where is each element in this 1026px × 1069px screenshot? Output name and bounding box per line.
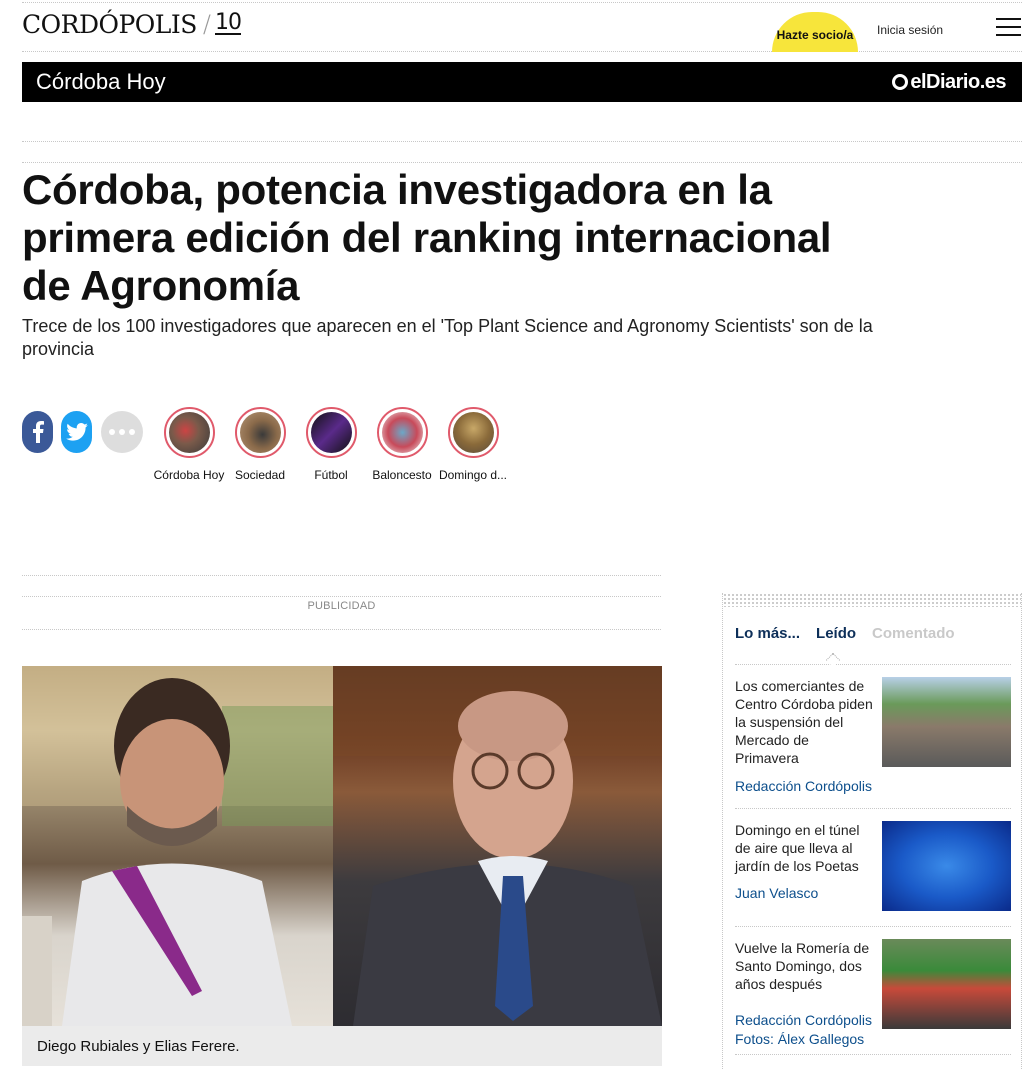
item-author[interactable]: Redacción Cordópolis: [735, 778, 872, 794]
logo-anniversary: 10: [215, 10, 242, 35]
tab-leido[interactable]: Leído: [816, 625, 857, 642]
story-sociedad[interactable]: [224, 407, 296, 482]
more-share-button[interactable]: [101, 411, 143, 453]
person-illustration: [333, 666, 662, 1026]
most-read-widget: [722, 593, 1022, 1069]
logo-wordmark: CORDÓPOLIS: [22, 9, 197, 39]
item-title[interactable]: Los comerciantes de Centro Córdoba piden la suspensión del Mercado de Primavera: [735, 678, 873, 766]
section-title[interactable]: Córdoba Hoy: [36, 69, 166, 94]
site-logo[interactable]: [22, 10, 241, 38]
tab-lo-mas[interactable]: Lo más...: [735, 625, 801, 642]
login-link[interactable]: Inicia sesión: [877, 23, 944, 37]
top-divider: [22, 2, 1022, 3]
eldiario-logo[interactable]: [892, 71, 1006, 94]
story-cordoba-hoy[interactable]: [153, 407, 225, 482]
twitter-share-button[interactable]: [61, 411, 92, 453]
story-thumbnail: [382, 412, 423, 453]
eldiario-ring-icon: [892, 74, 908, 90]
eldiario-wordmark: elDiario.es: [910, 70, 1006, 93]
ad-label: PUBLICIDAD: [307, 600, 376, 612]
photo-person-right: [333, 666, 662, 1026]
tab-comentado[interactable]: Comentado: [872, 625, 955, 642]
section-divider-2: [22, 162, 1022, 163]
item-divider: [735, 926, 1011, 927]
section-bar: [22, 62, 1022, 102]
story-futbol[interactable]: [295, 407, 367, 482]
item-photo-credit[interactable]: Fotos: Álex Gallegos: [735, 1031, 865, 1047]
story-thumbnail: [453, 412, 494, 453]
item-thumbnail[interactable]: [882, 677, 1011, 767]
ad-divider-top: [22, 575, 661, 576]
photo-person-left: [22, 666, 333, 1026]
story-label: Córdoba Hoy: [153, 468, 225, 482]
story-domingo[interactable]: [437, 407, 509, 482]
article-headline: Córdoba, potencia investigadora en la primera edición del ranking internacional de Agronomía: [22, 166, 832, 309]
section-divider-1: [22, 141, 1022, 142]
ad-divider-mid: [22, 596, 661, 597]
story-label: Sociedad: [234, 468, 286, 482]
story-thumbnail: [311, 412, 352, 453]
person-illustration: [22, 666, 333, 1026]
tabs-divider: [735, 664, 1011, 665]
photo-caption: Diego Rubiales y Elias Ferere.: [22, 1026, 662, 1066]
most-read-tabs: [735, 625, 971, 642]
item-title[interactable]: Domingo en el túnel de aire que lleva al jardín de los Poetas: [735, 822, 860, 874]
item-divider: [735, 808, 1011, 809]
dot-icon: [129, 429, 135, 435]
item-title[interactable]: Vuelve la Romería de Santo Domingo, dos años después: [735, 940, 870, 992]
item-thumbnail[interactable]: [882, 821, 1011, 911]
story-label: Domingo d...: [438, 468, 508, 482]
item-author[interactable]: Redacción Cordópolis: [735, 1012, 872, 1028]
item-divider: [735, 1054, 1011, 1055]
item-thumbnail[interactable]: [882, 939, 1011, 1029]
hamburger-menu-icon[interactable]: [996, 18, 1021, 36]
story-label: Baloncesto: [372, 468, 432, 482]
story-thumbnail: [240, 412, 281, 453]
widget-top-pattern: [723, 593, 1021, 607]
dot-icon: [119, 429, 125, 435]
twitter-icon: [66, 423, 88, 441]
header-divider: [22, 51, 1022, 52]
logo-slash: /: [202, 10, 212, 38]
article-photo: [22, 666, 662, 1026]
dot-icon: [109, 429, 115, 435]
story-thumbnail: [169, 412, 210, 453]
facebook-icon: [32, 421, 44, 443]
subscribe-button[interactable]: Hazte socio/a: [772, 12, 858, 52]
item-author[interactable]: Juan Velasco: [735, 885, 819, 901]
article-subtitle: Trece de los 100 investigadores que aparecen en el 'Top Plant Science and Agronomy Scientists' son de la provincia: [22, 316, 873, 359]
facebook-share-button[interactable]: [22, 411, 53, 453]
ad-divider-bottom: [22, 629, 661, 630]
story-label: Fútbol: [314, 468, 348, 482]
story-baloncesto[interactable]: [366, 407, 438, 482]
